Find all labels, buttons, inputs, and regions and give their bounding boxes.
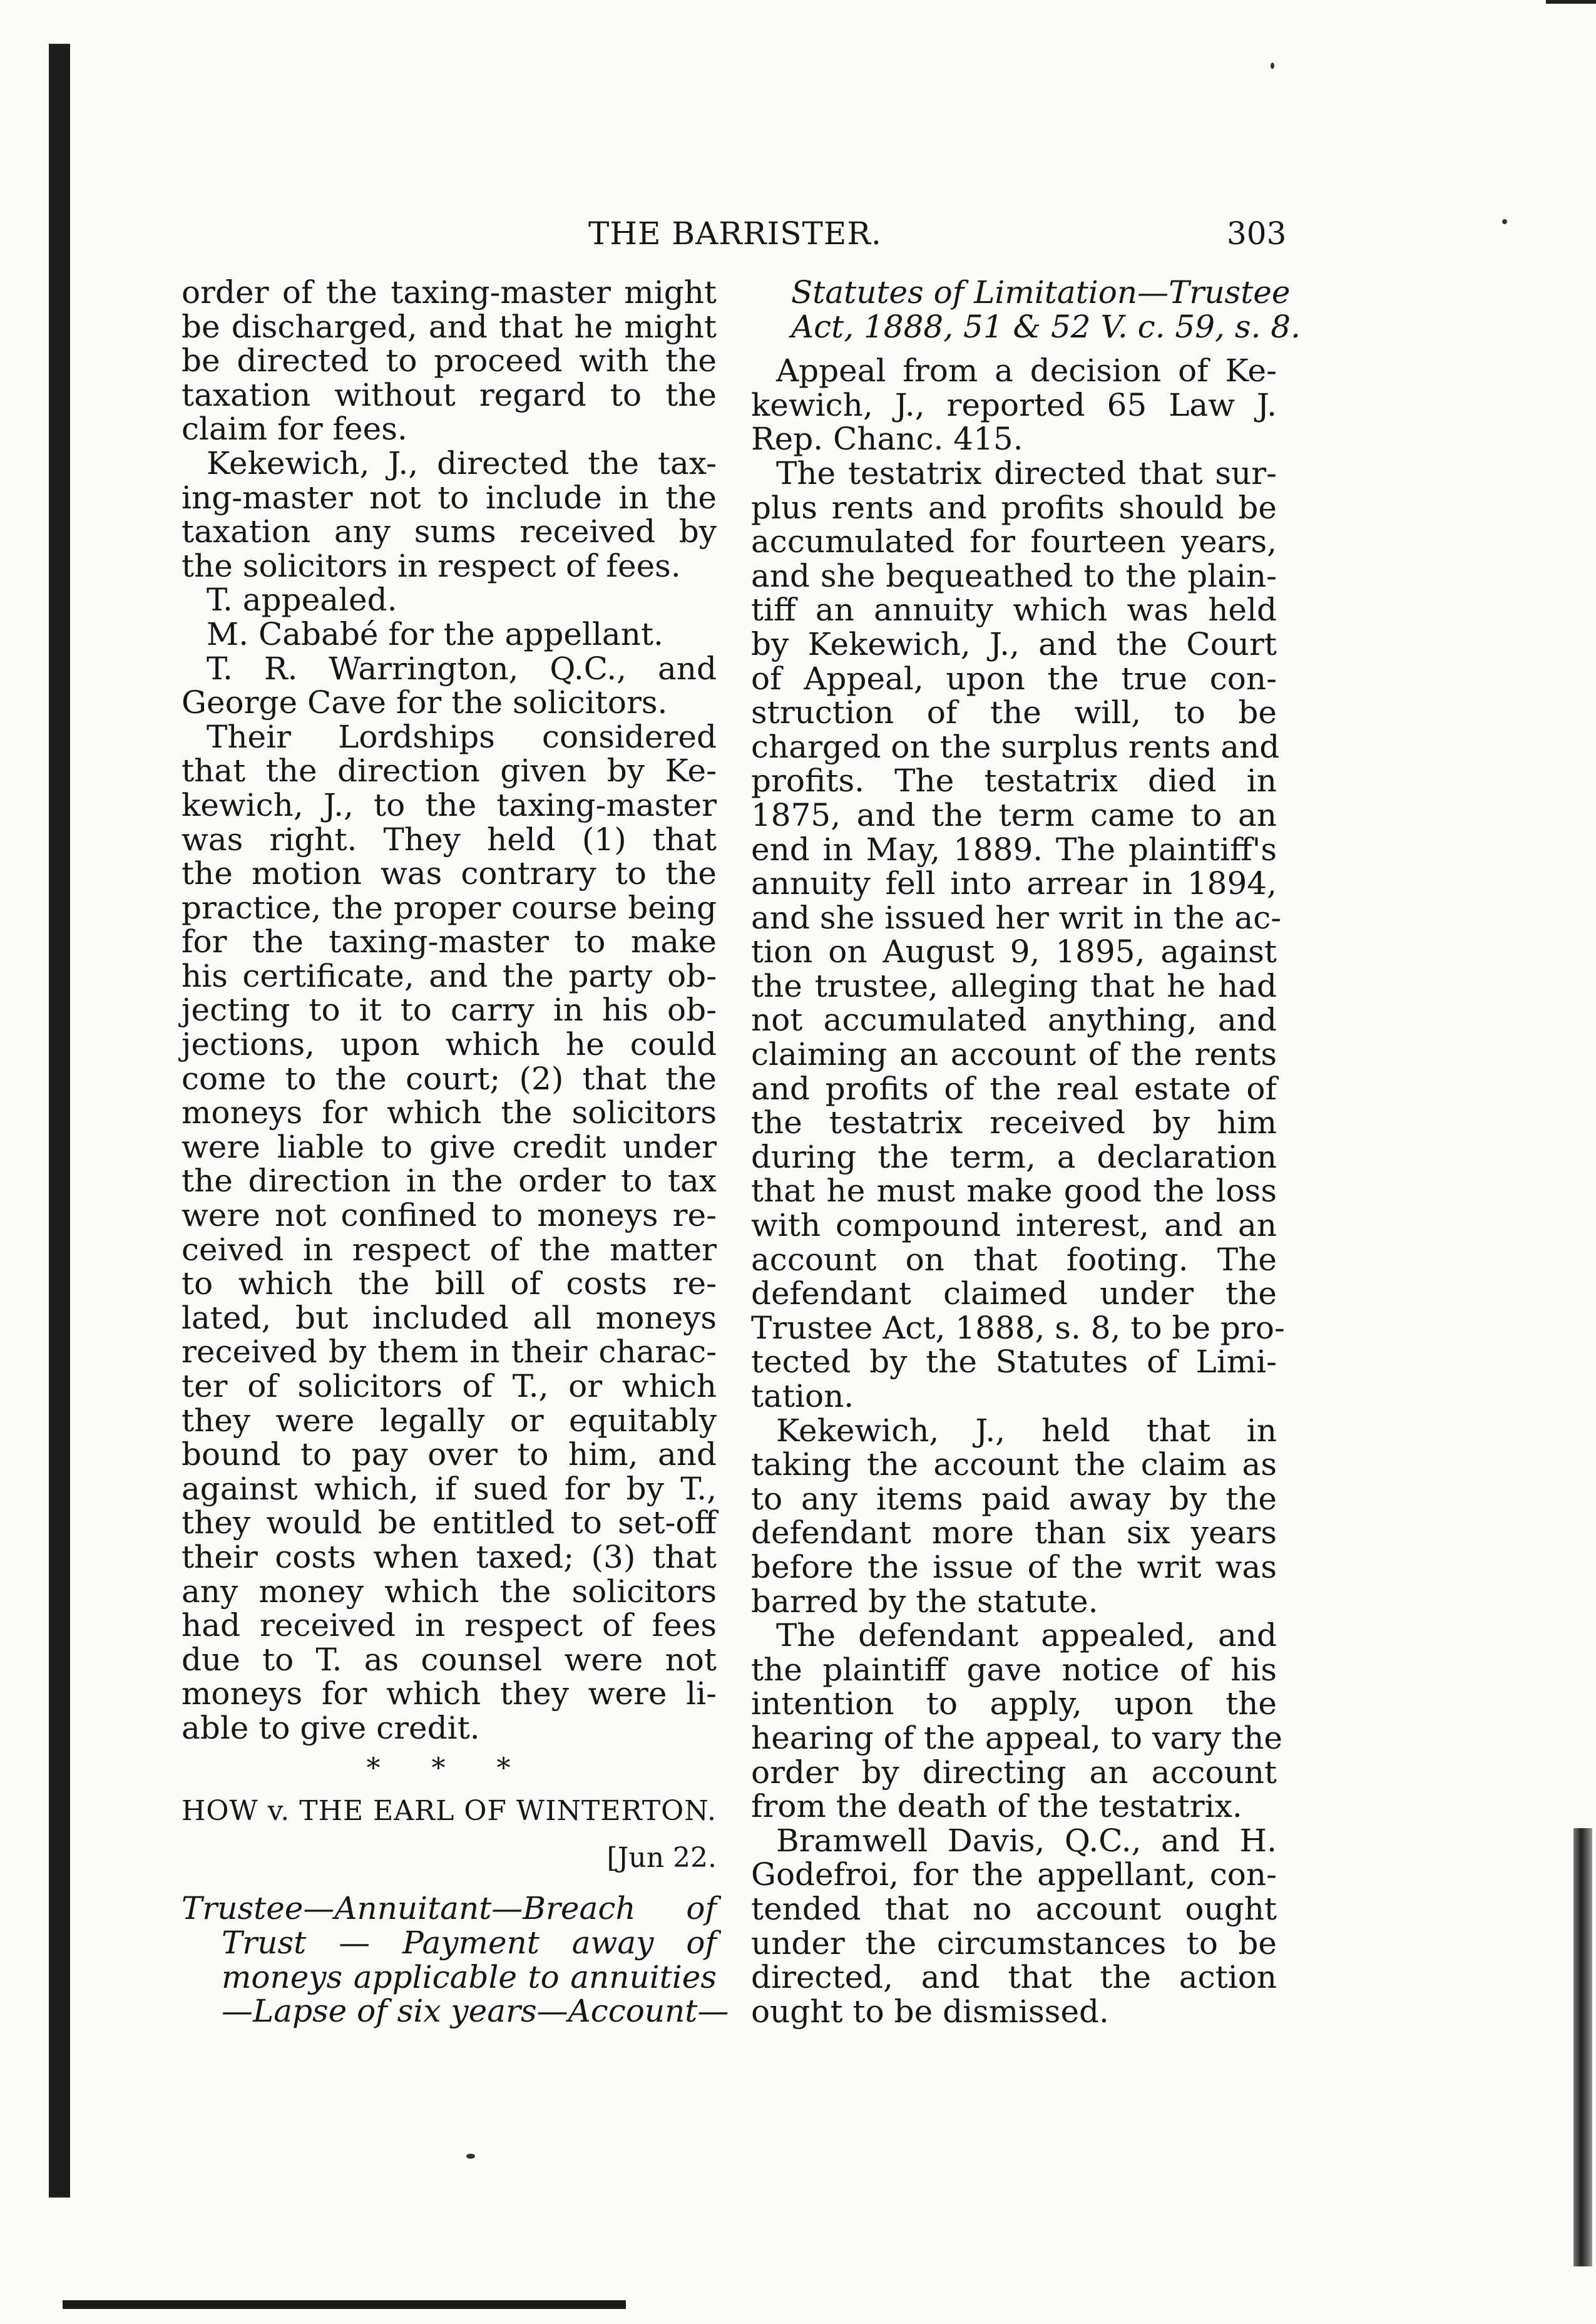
text-line: the direction in the order to tax xyxy=(182,1163,717,1200)
scan-bottom-shadow xyxy=(63,2300,626,2309)
text-line: that the direction given by Ke- xyxy=(182,753,717,789)
text-line: order of the taxing-master might xyxy=(182,274,717,311)
text-line: directed, and that the action xyxy=(751,1959,1277,1996)
text-line: M. Cababé for the appellant. xyxy=(207,615,663,652)
headnote-line: Trustee—Annuitant—Breach of xyxy=(182,1890,717,1927)
left-column xyxy=(182,274,729,2030)
text-line: profits. The testatrix died in xyxy=(751,763,1277,800)
text-line: any money which the solicitors xyxy=(182,1573,717,1610)
text-line: defendant more than six years xyxy=(751,1514,1277,1551)
text-line: tion on August 9, 1895, against xyxy=(751,933,1277,970)
text-line: the testatrix received by him xyxy=(751,1104,1277,1141)
text-line: his certificate, and the party ob- xyxy=(182,957,717,994)
text-line: for the taxing-master to make xyxy=(182,923,717,960)
text-line: claiming an account of the rents xyxy=(751,1036,1277,1073)
text-line: with compound interest, and an xyxy=(751,1207,1277,1244)
text-line: struction of the will, to be xyxy=(751,694,1277,731)
text-line: from the death of the testatrix. xyxy=(751,1788,1242,1825)
text-line: plus rents and profits should be xyxy=(751,489,1277,526)
text-line: ceived in respect of the matter xyxy=(182,1231,717,1268)
headnote-line: Act, 1888, 51 & 52 V. c. 59, s. 8. xyxy=(791,308,1301,345)
text-line: practice, the proper course being xyxy=(182,889,717,926)
text-line: jections, upon which he could xyxy=(182,1026,717,1063)
page-number: 303 xyxy=(1227,215,1287,252)
text-line: end in May, 1889. The plaintiff's xyxy=(751,831,1277,868)
text-line: of Appeal, upon the true con- xyxy=(751,660,1277,697)
text-line: barred by the statute. xyxy=(751,1583,1098,1620)
text-line: that he must make good the loss xyxy=(751,1173,1277,1210)
text-line: 1875, and the term came to an xyxy=(751,796,1277,833)
headnote-line: moneys applicable to annuities xyxy=(222,1958,717,1995)
headnote-line: Trust — Payment away of xyxy=(222,1924,717,1961)
text-line: kewich, J., to the taxing-master xyxy=(182,786,717,823)
text-line: accumulated for fourteen years, xyxy=(751,523,1277,560)
text-line: under the circumstances to be xyxy=(751,1925,1277,1962)
text-line: bound to pay over to him, and xyxy=(182,1436,717,1473)
text-line: Godefroi, for the appellant, con- xyxy=(751,1856,1277,1893)
text-line: annuity fell into arrear in 1894, xyxy=(751,865,1277,902)
text-line: they were legally or equitably xyxy=(182,1402,717,1439)
text-line: before the issue of the writ was xyxy=(751,1548,1277,1585)
text-line: were liable to give credit under xyxy=(182,1128,717,1165)
text-line: the motion was contrary to the xyxy=(182,855,717,892)
text-line: Kekewich, J., directed the tax- xyxy=(207,445,717,481)
text-line: received by them in their charac- xyxy=(182,1334,717,1370)
text-line: tiff an annuity which was held xyxy=(751,592,1277,629)
text-line: their costs when taxed; (3) that xyxy=(182,1538,717,1575)
text-line: lated, but included all moneys xyxy=(182,1299,717,1336)
text-line: moneys for which the solicitors xyxy=(182,1094,717,1131)
text-line: account on that footing. The xyxy=(751,1241,1277,1278)
section-separator: * * * xyxy=(366,1752,532,1784)
running-head-title: THE BARRISTER. xyxy=(588,215,882,252)
text-line: jecting to it to carry in his ob- xyxy=(182,992,717,1029)
text-line: had received in respect of fees xyxy=(182,1607,717,1644)
scan-edge-shadow xyxy=(1573,1828,1592,2266)
text-line: was right. They held (1) that xyxy=(182,821,717,858)
case-date: [Jun 22. xyxy=(606,1841,717,1874)
text-line: Bramwell Davis, Q.C., and H. xyxy=(776,1822,1277,1859)
text-line: intention to apply, upon the xyxy=(751,1685,1277,1722)
scan-speck xyxy=(1271,63,1274,69)
text-line: Appeal from a decision of Ke- xyxy=(776,352,1277,389)
text-line: the trustee, alleging that he had xyxy=(751,967,1277,1004)
text-line: T. R. Warrington, Q.C., and xyxy=(207,650,717,687)
text-line: Rep. Chanc. 415. xyxy=(751,421,1023,458)
text-line: come to the court; (2) that the xyxy=(182,1060,717,1097)
scan-speck xyxy=(466,2154,475,2159)
headnote-line: Statutes of Limitation—Trustee xyxy=(791,274,1291,311)
text-line: ter of solicitors of T., or which xyxy=(182,1368,717,1404)
text-line: The defendant appealed, and xyxy=(776,1617,1277,1654)
text-line: The testatrix directed that sur- xyxy=(776,455,1277,491)
text-line: Trustee Act, 1888, s. 8, to be pro- xyxy=(751,1309,1285,1346)
text-line: to any items paid away by the xyxy=(751,1480,1277,1517)
text-line: claim for fees. xyxy=(182,411,407,448)
text-line: able to give credit. xyxy=(182,1709,480,1746)
text-line: charged on the surplus rents and xyxy=(751,728,1280,765)
right-column xyxy=(751,274,1301,2030)
text-line: due to T. as counsel were not xyxy=(182,1641,717,1678)
text-line: tation. xyxy=(751,1378,854,1414)
text-line: be directed to proceed with the xyxy=(182,342,717,379)
text-line: taking the account the claim as xyxy=(751,1446,1277,1483)
case-title: HOW v. THE EARL OF WINTERTON. xyxy=(182,1795,717,1828)
text-line: hearing of the appeal, to vary the xyxy=(751,1719,1282,1756)
scan-edge-mark xyxy=(1546,0,1596,4)
text-line: and profits of the real estate of xyxy=(751,1070,1277,1107)
text-line: Their Lordships considered xyxy=(207,718,717,755)
text-line: ing-master not to include in the xyxy=(182,479,717,516)
text-line: and she bequeathed to the plain- xyxy=(751,557,1277,594)
text-line: moneys for which they were li- xyxy=(182,1675,717,1712)
text-line: by Kekewich, J., and the Court xyxy=(751,625,1277,662)
text-line: Kekewich, J., held that in xyxy=(776,1412,1277,1449)
text-line: order by directing an account xyxy=(751,1754,1277,1791)
text-line: defendant claimed under the xyxy=(751,1275,1277,1312)
text-line: tended that no account ought xyxy=(751,1890,1277,1927)
text-line: were not confined to moneys re- xyxy=(182,1197,717,1234)
text-line: ought to be dismissed. xyxy=(751,1993,1109,2030)
text-line: be discharged, and that he might xyxy=(182,308,717,345)
text-line: to which the bill of costs re- xyxy=(182,1265,717,1302)
scan-binding-shadow xyxy=(49,44,70,2198)
scan-speck xyxy=(1502,219,1507,224)
headnote-line: —Lapse of six years—Account— xyxy=(222,1993,729,2030)
text-line: T. appealed. xyxy=(207,582,397,619)
text-line: kewich, J., reported 65 Law J. xyxy=(751,386,1277,423)
text-line: during the term, a declaration xyxy=(751,1138,1277,1175)
text-line: against which, if sued for by T., xyxy=(182,1470,717,1507)
text-line: and she issued her writ in the ac- xyxy=(751,899,1282,936)
text-line: taxation without regard to the xyxy=(182,376,717,413)
text-line: tected by the Statutes of Limi- xyxy=(751,1344,1277,1381)
text-line: taxation any sums received by xyxy=(182,513,717,550)
text-line: George Cave for the solicitors. xyxy=(182,684,668,721)
text-line: the plaintiff gave notice of his xyxy=(751,1651,1277,1688)
text-line: they would be entitled to set-off xyxy=(182,1504,717,1541)
text-line: the solicitors in respect of fees. xyxy=(182,547,681,584)
text-line: not accumulated anything, and xyxy=(751,1002,1277,1039)
